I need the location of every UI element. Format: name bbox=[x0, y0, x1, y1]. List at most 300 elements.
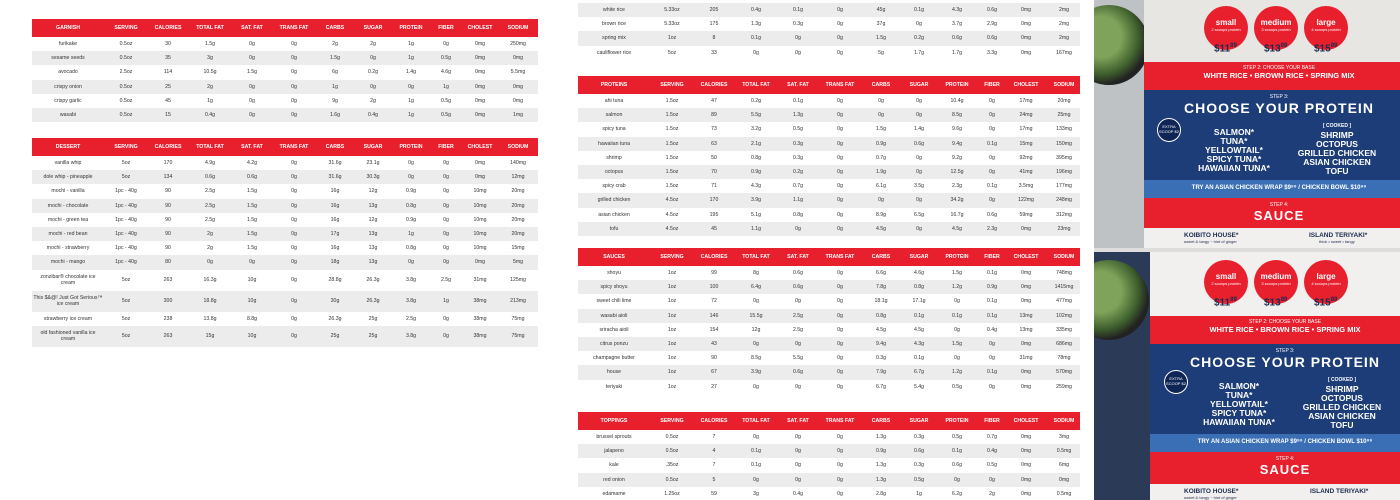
nutrient-cell: 0.5oz bbox=[650, 473, 694, 487]
nutrient-cell: 10g bbox=[232, 270, 272, 291]
column-header: SAT. FAT bbox=[232, 138, 272, 156]
nutrient-cell: 0g bbox=[976, 193, 1008, 207]
nutrient-cell: 0.2g bbox=[900, 31, 938, 45]
nutrient-cell: 17mg bbox=[1008, 122, 1044, 136]
nutrient-cell: 2mg bbox=[1044, 31, 1080, 45]
nutrient-cell: 8.5g bbox=[938, 108, 976, 122]
nutrient-cell: 5.33oz bbox=[650, 17, 694, 31]
nutrient-cell: 0mg bbox=[1008, 380, 1044, 394]
nutrient-cell: 9.6g bbox=[938, 122, 976, 136]
nutrient-cell: 38mg bbox=[462, 326, 498, 347]
nutrient-cell: 6mg bbox=[1044, 458, 1080, 472]
table-row bbox=[32, 213, 538, 227]
nutrient-cell: 0g bbox=[976, 473, 1008, 487]
nutrient-cell: 7 bbox=[694, 458, 734, 472]
nutrient-cell: 0mg bbox=[462, 94, 498, 108]
nutrient-cell: 0.2g bbox=[734, 94, 778, 108]
nutrient-cell: 167mg bbox=[1044, 46, 1080, 60]
nutrient-cell: 0g bbox=[272, 312, 316, 326]
item-name-cell: furikake bbox=[32, 37, 104, 51]
nutrient-cell: 1.5g bbox=[232, 184, 272, 198]
nutrient-cell: 31.6g bbox=[316, 170, 354, 184]
nutrient-cell: 12mg bbox=[498, 170, 538, 184]
nutrient-cell: 34.2g bbox=[938, 193, 976, 207]
table-header-row bbox=[578, 412, 1080, 430]
nutrient-cell: 0.6g bbox=[900, 137, 938, 151]
nutrient-cell: 2g bbox=[316, 37, 354, 51]
nutrient-cell: 3.8g bbox=[392, 326, 430, 347]
nutrient-cell: 0g bbox=[862, 108, 900, 122]
nutrient-cell: 16g bbox=[316, 241, 354, 255]
raw-proteins-list: SALMON* TUNA* YELLOWTAIL* SPICY TUNA* HAWAIIAN TUNA* bbox=[1203, 381, 1275, 427]
nutrient-cell: 0g bbox=[778, 294, 818, 308]
nutrient-cell: 2.5g bbox=[188, 199, 232, 213]
nutrient-cell: 89 bbox=[694, 108, 734, 122]
nutrient-cell: 0.8g bbox=[392, 241, 430, 255]
nutrient-cell: 0.1g bbox=[938, 444, 976, 458]
table-row bbox=[578, 17, 1080, 31]
nutrient-cell: 13g bbox=[354, 255, 392, 269]
nutrient-cell: 196mg bbox=[1044, 165, 1080, 179]
nutrient-cell: 10g bbox=[232, 291, 272, 312]
nutrient-cell: 20mg bbox=[1044, 94, 1080, 108]
nutrient-cell: 0g bbox=[862, 94, 900, 108]
nutrient-cell: 8.8g bbox=[232, 312, 272, 326]
nutrient-cell: 0g bbox=[976, 122, 1008, 136]
nutrient-cell: 75mg bbox=[498, 326, 538, 347]
table-row bbox=[578, 473, 1080, 487]
nutrient-cell: 0mg bbox=[1008, 3, 1044, 17]
column-header: TRANS FAT bbox=[818, 412, 862, 430]
nutrient-cell: 25g bbox=[316, 326, 354, 347]
nutrient-cell: 0.5mg bbox=[1044, 444, 1080, 458]
column-header: SAT. FAT bbox=[232, 19, 272, 37]
nutrient-cell: 90 bbox=[148, 199, 188, 213]
nutrient-cell: 0.5g bbox=[900, 473, 938, 487]
column-header: SUGAR bbox=[900, 248, 938, 266]
nutrient-cell: 1415mg bbox=[1044, 280, 1080, 294]
item-name-cell: dole whip - pineapple bbox=[32, 170, 104, 184]
nutrient-cell: 70 bbox=[694, 165, 734, 179]
table-row bbox=[578, 487, 1080, 500]
nutrient-cell: 3.7g bbox=[938, 17, 976, 31]
column-header: SERVING bbox=[650, 76, 694, 94]
nutrient-cell: 31mg bbox=[462, 270, 498, 291]
column-header: TOTAL FAT bbox=[188, 138, 232, 156]
nutrient-cell: 23.1g bbox=[354, 156, 392, 170]
nutrient-cell: 1.4g bbox=[900, 122, 938, 136]
nutrient-cell: 0g bbox=[818, 365, 862, 379]
nutrient-cell: 0.6g bbox=[188, 170, 232, 184]
nutrient-cell: 1.25oz bbox=[650, 487, 694, 500]
nutrient-cell: 17g bbox=[316, 227, 354, 241]
nutrient-cell: 0g bbox=[938, 323, 976, 337]
proteins-table bbox=[578, 76, 1080, 236]
nutrient-cell: 0g bbox=[818, 351, 862, 365]
size-small-badge: small 2 scoops protein bbox=[1204, 260, 1248, 304]
nutrient-cell: 9g bbox=[316, 94, 354, 108]
nutrient-cell: 1.5oz bbox=[650, 122, 694, 136]
nutrient-cell: 0g bbox=[272, 51, 316, 65]
item-name-cell: octopus bbox=[578, 165, 650, 179]
nutrient-cell: 25 bbox=[148, 80, 188, 94]
item-name-cell: sweet chili lime bbox=[578, 294, 650, 308]
column-header: FIBER bbox=[976, 412, 1008, 430]
nutrient-cell: 0.6g bbox=[778, 266, 818, 280]
nutrient-cell: 1mg bbox=[498, 108, 538, 122]
nutrient-cell: 259mg bbox=[1044, 380, 1080, 394]
nutrient-cell: 0g bbox=[818, 309, 862, 323]
nutrient-cell: 16.7g bbox=[938, 208, 976, 222]
garnish-table bbox=[32, 19, 538, 122]
nutrient-cell: 0.8g bbox=[392, 199, 430, 213]
item-name-cell: brussel sprouts bbox=[578, 430, 650, 444]
nutrient-cell: 20mg bbox=[498, 184, 538, 198]
nutrient-cell: 67 bbox=[694, 365, 734, 379]
nutrient-cell: 0g bbox=[778, 473, 818, 487]
nutrient-cell: 263 bbox=[148, 326, 188, 347]
nutrient-cell: 4.3g bbox=[734, 179, 778, 193]
nutrient-cell: 0.1g bbox=[900, 351, 938, 365]
nutrient-cell: 2g bbox=[354, 94, 392, 108]
nutrient-cell: 0g bbox=[900, 222, 938, 236]
nutrient-cell: 1.5g bbox=[316, 51, 354, 65]
item-name-cell: teriyaki bbox=[578, 380, 650, 394]
table-row bbox=[578, 31, 1080, 45]
nutrient-cell: 25g bbox=[354, 326, 392, 347]
nutrient-cell: 10.5g bbox=[188, 65, 232, 79]
column-header: CALORIES bbox=[694, 412, 734, 430]
nutrient-cell: 0g bbox=[818, 193, 862, 207]
item-name-cell: grilled chicken bbox=[578, 193, 650, 207]
nutrient-cell: 12.5g bbox=[938, 165, 976, 179]
nutrient-cell: 0g bbox=[392, 170, 430, 184]
step2-band: STEP 2: CHOOSE YOUR BASE WHITE RICE • BROWN RICE • SPRING MIX bbox=[1150, 316, 1400, 344]
nutrient-cell: 100 bbox=[694, 280, 734, 294]
nutrient-cell: 0mg bbox=[1008, 31, 1044, 45]
nutrient-cell: 9.4g bbox=[938, 137, 976, 151]
nutrient-cell: 4.2g bbox=[232, 156, 272, 170]
nutrient-cell: 6.7g bbox=[900, 365, 938, 379]
nutrient-cell: 10mg bbox=[462, 199, 498, 213]
column-header: TRANS FAT bbox=[818, 76, 862, 94]
nutrient-cell: 0g bbox=[818, 17, 862, 31]
nutrient-cell: 5oz bbox=[104, 270, 148, 291]
column-header: CARBS bbox=[862, 76, 900, 94]
nutrient-cell: 0.1g bbox=[976, 179, 1008, 193]
nutrient-cell: 0g bbox=[272, 255, 316, 269]
nutrient-cell: 154 bbox=[694, 323, 734, 337]
nutrient-cell: 0.5g bbox=[938, 380, 976, 394]
nutrient-cell: 25g bbox=[354, 312, 392, 326]
nutrient-cell: 0.5oz bbox=[104, 108, 148, 122]
nutrient-cell: 0g bbox=[232, 108, 272, 122]
item-name-cell: jalapeno bbox=[578, 444, 650, 458]
nutrient-cell: 72 bbox=[694, 294, 734, 308]
nutrient-cell: 238 bbox=[148, 312, 188, 326]
nutrient-cell: 5.5g bbox=[734, 108, 778, 122]
nutrient-cell: 0mg bbox=[1008, 280, 1044, 294]
left-nutrition-panel bbox=[0, 0, 560, 500]
nutrient-cell: 263 bbox=[148, 270, 188, 291]
nutrient-cell: 0g bbox=[272, 270, 316, 291]
nutrient-cell: 0g bbox=[818, 31, 862, 45]
nutrient-cell: 0.3g bbox=[778, 137, 818, 151]
nutrient-cell: 3.8g bbox=[392, 291, 430, 312]
item-name-cell: salmon bbox=[578, 108, 650, 122]
nutrient-cell: 0.1g bbox=[938, 309, 976, 323]
nutrient-cell: 5mg bbox=[498, 255, 538, 269]
nutrient-cell: 1.7g bbox=[938, 46, 976, 60]
size-medium-badge: medium 3 scoops protein bbox=[1254, 6, 1298, 50]
nutrient-cell: 0g bbox=[232, 80, 272, 94]
nutrient-cell: 140mg bbox=[498, 156, 538, 170]
raw-proteins-list: SALMON* TUNA* YELLOWTAIL* SPICY TUNA* HAWAIIAN TUNA* bbox=[1198, 127, 1270, 173]
nutrient-cell: 6.6g bbox=[862, 266, 900, 280]
nutrient-cell: 0g bbox=[430, 156, 462, 170]
price-medium: $\$13^{89}$ bbox=[1264, 43, 1288, 55]
item-name-cell: edamame bbox=[578, 487, 650, 500]
nutrient-cell: 0.5oz bbox=[104, 51, 148, 65]
nutrient-cell: 1.1g bbox=[778, 193, 818, 207]
nutrient-cell: 2.5g bbox=[778, 323, 818, 337]
nutrient-cell: 4.5oz bbox=[650, 193, 694, 207]
nutrient-cell: 1.5g bbox=[232, 199, 272, 213]
bases-table bbox=[578, 3, 1080, 60]
table-row bbox=[578, 108, 1080, 122]
nutrient-cell: 26.3g bbox=[316, 312, 354, 326]
size-large-badge: large 4 scoops protein bbox=[1304, 260, 1348, 304]
nutrient-cell: 2.3g bbox=[938, 179, 976, 193]
nutrient-cell: 3.3g bbox=[976, 46, 1008, 60]
table-header-row bbox=[578, 248, 1080, 266]
item-name-cell: mochi - chocolate bbox=[32, 199, 104, 213]
nutrient-cell: 1.5g bbox=[938, 266, 976, 280]
table-row bbox=[578, 351, 1080, 365]
nutrient-cell: 1.5oz bbox=[650, 108, 694, 122]
nutrient-cell: 0g bbox=[232, 94, 272, 108]
column-header: CARBS bbox=[862, 412, 900, 430]
column-header: PROTEIN bbox=[392, 138, 430, 156]
nutrient-cell: 1.5g bbox=[188, 37, 232, 51]
column-header: SERVING bbox=[650, 248, 694, 266]
nutrient-cell: 16.3g bbox=[188, 270, 232, 291]
nutrient-cell: 1oz bbox=[650, 266, 694, 280]
nutrient-cell: 0.9g bbox=[392, 184, 430, 198]
nutrient-cell: 4.9g bbox=[188, 156, 232, 170]
table-row bbox=[32, 80, 538, 94]
nutrient-cell: 0g bbox=[818, 94, 862, 108]
nutrient-cell: 2g bbox=[354, 37, 392, 51]
nutrient-cell: 0.3g bbox=[778, 151, 818, 165]
nutrient-cell: 0.3g bbox=[900, 430, 938, 444]
nutrient-cell: 31mg bbox=[1008, 351, 1044, 365]
price-small: $\$11^{89}$ bbox=[1214, 43, 1237, 55]
nutrient-cell: 0mg bbox=[1008, 294, 1044, 308]
column-header: CHOLEST bbox=[1008, 248, 1044, 266]
nutrient-cell: 0.4g bbox=[778, 487, 818, 500]
step3-band: STEP 3: CHOOSE YOUR PROTEIN bbox=[1144, 90, 1400, 180]
nutrient-cell: 0.5g bbox=[938, 430, 976, 444]
menu-photos bbox=[1094, 0, 1400, 500]
table-header-row bbox=[32, 138, 538, 156]
nutrient-cell: 0g bbox=[818, 179, 862, 193]
item-name-cell: sesame seeds bbox=[32, 51, 104, 65]
nutrient-cell: 0g bbox=[778, 380, 818, 394]
nutrient-cell: 0g bbox=[272, 241, 316, 255]
toppings-table bbox=[578, 412, 1080, 500]
nutrient-cell: 0g bbox=[188, 255, 232, 269]
nutrient-cell: 0.1g bbox=[976, 294, 1008, 308]
nutrient-cell: 2.5oz bbox=[104, 65, 148, 79]
column-header: CALORIES bbox=[148, 19, 188, 37]
table-row bbox=[32, 37, 538, 51]
item-name-cell: mochi - vanilla bbox=[32, 184, 104, 198]
nutrient-cell: 90 bbox=[148, 227, 188, 241]
nutrient-cell: 71 bbox=[694, 179, 734, 193]
nutrient-cell: 1.5g bbox=[232, 227, 272, 241]
item-name-cell: spicy shoyu bbox=[578, 280, 650, 294]
menu-photo-top bbox=[1094, 0, 1400, 248]
nutrient-cell: 0g bbox=[818, 337, 862, 351]
nutrient-cell: 1g bbox=[392, 94, 430, 108]
nutrient-cell: 0.6g bbox=[232, 170, 272, 184]
nutrient-cell: 0.1g bbox=[900, 309, 938, 323]
nutrient-cell: 75mg bbox=[498, 312, 538, 326]
nutrient-cell: 0g bbox=[938, 294, 976, 308]
nutrient-cell: 35 bbox=[148, 51, 188, 65]
nutrient-cell: 90 bbox=[148, 241, 188, 255]
nutrient-cell: 6g bbox=[316, 65, 354, 79]
nutrient-cell: 12g bbox=[354, 213, 392, 227]
nutrient-cell: 1.4g bbox=[392, 65, 430, 79]
nutrient-cell: 24mg bbox=[1008, 108, 1044, 122]
nutrient-cell: 8.5g bbox=[734, 351, 778, 365]
nutrient-cell: 1.3g bbox=[862, 458, 900, 472]
nutrient-cell: 20mg bbox=[498, 227, 538, 241]
table-row bbox=[578, 266, 1080, 280]
nutrient-cell: 5g bbox=[862, 46, 900, 60]
nutrient-cell: 1oz bbox=[650, 309, 694, 323]
nutrient-cell: 59 bbox=[694, 487, 734, 500]
column-header: TRANS FAT bbox=[818, 248, 862, 266]
nutrient-cell: 0g bbox=[430, 213, 462, 227]
nutrient-cell: 0g bbox=[272, 170, 316, 184]
nutrient-cell: 43 bbox=[694, 337, 734, 351]
table-row bbox=[578, 222, 1080, 236]
item-name-cell: crispy garlic bbox=[32, 94, 104, 108]
nutrient-cell: 1.3g bbox=[734, 17, 778, 31]
nutrient-cell: 195 bbox=[694, 208, 734, 222]
nutrient-cell: 0.1g bbox=[778, 94, 818, 108]
column-header: PROTEINS bbox=[578, 76, 650, 94]
column-header: CHOLEST bbox=[1008, 412, 1044, 430]
nutrient-cell: 335mg bbox=[1044, 323, 1080, 337]
nutrient-cell: 1g bbox=[316, 80, 354, 94]
nutrient-cell: 2.3g bbox=[976, 222, 1008, 236]
nutrient-cell: 0.9g bbox=[734, 165, 778, 179]
nutrient-cell: 15.5g bbox=[734, 309, 778, 323]
nutrient-cell: 1.5g bbox=[232, 213, 272, 227]
nutrient-cell: 16g bbox=[316, 213, 354, 227]
nutrient-cell: 0g bbox=[818, 323, 862, 337]
nutrient-cell: 1oz bbox=[650, 380, 694, 394]
nutrient-cell: 37g bbox=[862, 17, 900, 31]
table-row bbox=[32, 170, 538, 184]
table-row bbox=[32, 65, 538, 79]
nutrient-cell: 13g bbox=[354, 199, 392, 213]
nutrient-cell: 686mg bbox=[1044, 337, 1080, 351]
table-row bbox=[578, 137, 1080, 151]
nutrient-cell: 5oz bbox=[104, 312, 148, 326]
nutrient-cell: 0g bbox=[976, 151, 1008, 165]
nutrient-cell: 0.5g bbox=[430, 51, 462, 65]
table-row bbox=[578, 46, 1080, 60]
nutrient-cell: 5.5mg bbox=[498, 65, 538, 79]
nutrient-cell: 0g bbox=[938, 473, 976, 487]
nutrient-cell: 0g bbox=[818, 473, 862, 487]
nutrient-cell: 0mg bbox=[498, 94, 538, 108]
item-name-cell: kale bbox=[578, 458, 650, 472]
nutrient-cell: 2g bbox=[188, 80, 232, 94]
nutrient-cell: 47 bbox=[694, 94, 734, 108]
nutrient-cell: 0g bbox=[818, 444, 862, 458]
nutrient-cell: 4.5g bbox=[900, 323, 938, 337]
nutrient-cell: 0g bbox=[976, 351, 1008, 365]
nutrient-cell: 73 bbox=[694, 122, 734, 136]
nutrient-cell: 0g bbox=[354, 51, 392, 65]
nutrient-cell: 6.5g bbox=[900, 208, 938, 222]
nutrient-cell: 7.9g bbox=[862, 365, 900, 379]
nutrient-cell: 0g bbox=[818, 430, 862, 444]
nutrient-cell: 1.5g bbox=[862, 122, 900, 136]
nutrient-cell: 27 bbox=[694, 380, 734, 394]
nutrient-cell: 134 bbox=[148, 170, 188, 184]
nutrient-cell: 0g bbox=[734, 380, 778, 394]
table-row bbox=[578, 337, 1080, 351]
nutrient-cell: 1.2g bbox=[938, 280, 976, 294]
nutrient-cell: 0mg bbox=[1008, 222, 1044, 236]
nutrient-cell: 0g bbox=[900, 108, 938, 122]
nutrient-cell: 0g bbox=[272, 291, 316, 312]
nutrient-cell: 0g bbox=[232, 37, 272, 51]
nutrient-cell: 0mg bbox=[462, 37, 498, 51]
nutrient-cell: 0.5g bbox=[976, 458, 1008, 472]
nutrient-cell: 1.1g bbox=[734, 222, 778, 236]
nutrient-cell: 9.4g bbox=[862, 337, 900, 351]
nutrient-cell: 26.3g bbox=[354, 291, 392, 312]
nutrient-cell: 0.5oz bbox=[650, 444, 694, 458]
column-header: SERVING bbox=[650, 412, 694, 430]
nutrient-cell: 18.8g bbox=[188, 291, 232, 312]
nutrient-cell: 13g bbox=[354, 227, 392, 241]
table-row bbox=[578, 294, 1080, 308]
nutrient-cell: 4.3g bbox=[900, 337, 938, 351]
table-row bbox=[32, 291, 538, 312]
nutrient-cell: 0g bbox=[272, 199, 316, 213]
item-name-cell: champagne butter bbox=[578, 351, 650, 365]
nutrient-cell: 0.5oz bbox=[650, 430, 694, 444]
nutrient-cell: 4.5oz bbox=[650, 208, 694, 222]
nutrient-cell: 15mg bbox=[498, 241, 538, 255]
item-name-cell: mochi - strawberry bbox=[32, 241, 104, 255]
table-row bbox=[32, 108, 538, 122]
nutrient-cell: 0g bbox=[938, 351, 976, 365]
middle-nutrition-panel bbox=[560, 0, 1080, 500]
table-row bbox=[32, 312, 538, 326]
nutrient-cell: 5oz bbox=[104, 291, 148, 312]
nutrient-cell: 3g bbox=[188, 51, 232, 65]
